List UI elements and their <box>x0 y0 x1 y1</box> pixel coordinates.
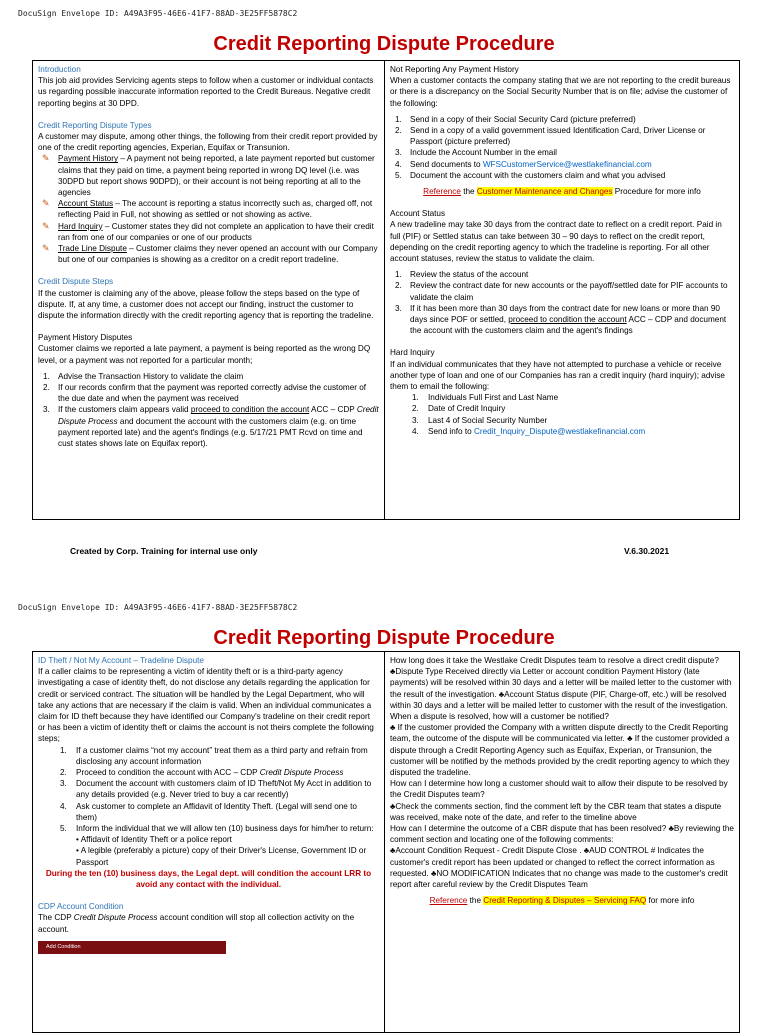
page-title: Credit Reporting Dispute Procedure <box>213 33 555 55</box>
faq-question: How long does it take the Westlake Credit Disputes team to resolve a direct credit dispute? <box>390 656 719 665</box>
type-item: ✎ Account Status – The account is reporting a status incorrectly such as, charged off, not reflecting Paid in Full, not showing as settled or not showing as active. <box>42 198 373 220</box>
condition-account-link[interactable]: proceed to condition the account <box>508 315 627 325</box>
footer-credit: Created by Corp. Training for internal use only <box>70 546 258 556</box>
list-item: 1. Individuals Full First and Last Name <box>412 393 559 403</box>
list-item: 4. Ask customer to complete an Affidavit of Identity Theft. (Legal will send one to them) <box>60 801 357 822</box>
bullet-item: • Affidavit of Identity Theft or a police report <box>76 835 232 845</box>
list-item: 5. Inform the individual that we will allow ten (10) business days for him/her to return: • Affidavit of Identity Theft or a police report • A legible (preferably a picture) copy of their Driver's License, Government ID or Passport <box>38 823 379 868</box>
account-status-heading: Account Status <box>390 209 446 219</box>
list-item: 5. Document the account with the customers claim and what you advised <box>395 170 666 180</box>
list-item: 4. Send documents to WFSCustomerService@westlakefinancial.com <box>395 159 652 169</box>
list-item: 3. If the customers claim appears valid proceed to condition the account ACC – CDP Credit Dispute Process and document the account with the customers claim (e.g. on time payment reported late) and the agent's findings (e.g. 5/17/21 PMT Rcvd on time and cust states shows late on Equifax report). <box>43 405 379 449</box>
list-item: 4. Send info to Credit_Inquiry_Dispute@westlakefinancial.com <box>412 426 646 436</box>
id-theft-text: If a caller claims to be representing a victim of identity theft or is a third-party agency investigating a case of identity theft, do not disclose any details regarding the application for credit or serviced contract. The situation will be handled by the Legal Department, who will take any actions that are necessary if the claim is valid. When an individual communicates a claim for ID theft because they have identified our Company's tradeline on their credit report or has been a victim of identity theft or claims the account is not theirs complete the following steps; <box>38 667 374 744</box>
faq-reference: Reference the Credit Reporting & Disputes – Servicing FAQ for more info <box>429 896 695 906</box>
not-reporting-heading: Not Reporting Any Payment History <box>390 65 519 74</box>
content-table <box>32 651 740 1033</box>
right-column <box>385 61 739 519</box>
list-item: 3. Last 4 of Social Security Number <box>412 415 548 425</box>
cdp-text: The CDP Credit Dispute Process account condition will stop all collection activity on the account. <box>38 913 355 934</box>
list-item: 1. Advise the Transaction History to validate the claim <box>43 371 244 381</box>
hard-inquiry-heading: Hard Inquiry <box>390 348 435 358</box>
left-column <box>33 61 385 519</box>
faq-answer: ♣Account Condition Request - Credit Dispute Close . ♣AUD CONTROL # Indicates the customer's credit report has been updated or changed to reflect the correct information as requested. ♣NO MODIFICATION Indicates that no change was made to the customer's credit report after careful review by the Credit Disputes Team <box>390 846 728 890</box>
list-item: 2. Review the contract date for new accounts or the payoff/settled date for PIF accounts to validate the claim <box>395 281 728 302</box>
list-item: 3. Include the Account Number in the email <box>395 148 558 158</box>
customer-maintenance-link[interactable]: Customer Maintenance and Changes <box>476 187 613 197</box>
intro-text: This job aid provides Servicing agents steps to follow when a customer or individual contacts us regarding possible inaccurate information reported to the Credit Bureaus. Negative credit reporting begins at 30 DPD. <box>38 76 374 108</box>
payment-history-heading: Payment History Disputes <box>38 333 133 343</box>
add-condition-screenshot: Add Condition <box>38 941 226 954</box>
payment-history-text: Customer claims we reported a late payment, a payment is being reported as the wrong DQ level, or a payment was not reported for a particular month; <box>38 344 371 365</box>
pencil-icon: ✎ <box>42 243 50 254</box>
types-heading: Credit Reporting Dispute Types <box>38 120 152 130</box>
faq-answer: ♣ If the customer provided the Company with a written dispute directly to the Credit Reporting team, the outcome of the dispute will be communicated via letter. ♣ If the customer provided a dispute through a Credit Reporting Agency such as Equifax, Experian, or Transunion, the customer will be notified by the methods provided by the credit reporting agency to which they disputed the tradeline. <box>390 723 730 778</box>
types-intro: A customer may dispute, among other things, the following from their credit report provided by one of the credit reporting agencies, Experian, Equifax or Transunion. <box>38 132 378 153</box>
account-status-steps <box>390 269 734 336</box>
id-theft-steps <box>38 745 379 868</box>
faq-answer: ♣Dispute Type Received directly via Letter or account condition Payment History (late payments) will be resolved within 30 days and a letter will be mailed letter to the customer with the result of the investigation. ♣Account Status dispute (PIF, Charge-off, etc.) will be resolved within 30 days and a letter will be mailed letter to customer with the result of the investigation. <box>390 667 732 710</box>
list-item: 1. If a customer claims “not my account” treat them as a third party and refrain from disclosing any account information <box>60 745 368 766</box>
condition-account-link[interactable]: proceed to condition the account <box>190 405 310 415</box>
envelope-id: DocuSign Envelope ID: A49A3F95-46E6-41F7-88AD-3E25FF5878C2 <box>18 9 298 18</box>
cdp-heading: CDP Account Condition <box>38 902 124 912</box>
faq-question: How can I determine how long a customer should wait to allow their dispute to be resolved by the Credit Disputes team? <box>390 779 728 800</box>
hard-inquiry-steps <box>390 392 734 437</box>
list-item: 1. Send in a copy of their Social Security Card (picture preferred) <box>395 114 636 124</box>
disputes-faq-link[interactable]: Credit Reporting & Disputes – Servicing FAQ <box>483 896 647 906</box>
steps-heading: Credit Dispute Steps <box>38 277 114 287</box>
faq-question: How can I determine the outcome of a CBR dispute that has been resolved? ♣By reviewing the comment section and locating one of the following comments: <box>390 824 734 845</box>
id-theft-heading: ID Theft / Not My Account – Tradeline Dispute <box>38 656 204 665</box>
credit-inquiry-email-link[interactable]: Credit_Inquiry_Dispute@westlakefinancial.com <box>473 426 646 436</box>
maintenance-reference: Reference the Customer Maintenance and Changes Procedure for more info <box>423 187 701 197</box>
payment-history-steps <box>38 371 379 449</box>
legal-warning: During the ten (10) business days, the Legal dept. will condition the account LRR to avoid any contact with the individual. <box>45 868 372 890</box>
type-item: ✎ Hard Inquiry – Customer states they did not complete an application to have their credit ran from one of our companies or one of our products <box>42 220 374 242</box>
page-title: Credit Reporting Dispute Procedure <box>213 627 555 649</box>
footer-version: V.6.30.2021 <box>624 546 670 556</box>
right-column <box>385 652 739 1032</box>
pencil-icon: ✎ <box>42 198 50 209</box>
list-item: 2. If our records confirm that the payment was reported correctly advise the customer of the due date and when the payment was received <box>43 383 367 404</box>
type-item: ✎ Trade Line Dispute – Customer claims they never opened an account with our Company but one of our companies is showing as a creditor on a credit report tradeline. <box>42 243 378 265</box>
pencil-icon: ✎ <box>42 220 50 231</box>
account-status-text: A new tradeline may take 30 days from the contract date to reflect on a credit report. Paid in full (PIF) or Settled status can take between 30 – 90 days to reflect on the credit report, depending on the credit reporting agency to which the tradeline is reporting. For all other account statuses, review the status to validate the claim. <box>390 220 722 264</box>
steps-text: If the customer is claiming any of the above, please follow the steps based on the type of dispute. If, at any time, a customer does not accept our finding, instruct the customer to dispute the information directly with the credit reporting agency that is reporting the tradeline. <box>38 288 374 321</box>
intro-heading: Introduction <box>38 65 81 74</box>
hard-inquiry-text: If an individual communicates that they have not attempted to purchase a vehicle or receive another type of loan and one of our Companies has ran a credit inquiry (hard inquiry); advise them to email the following: <box>390 359 725 392</box>
type-item: ✎ Payment History – A payment not being reported, a late payment reported but customer claims that they paid on time, a payment being reported in wrong DQ level (i.e. was 30DPD but report shows 90DPD), or their account is not being reporting at all to the agencies <box>42 153 375 198</box>
list-item: 2. Proceed to condition the account with ACC – CDP Credit Dispute Process <box>60 768 344 778</box>
list-item: 2. Send in a copy of a valid government issued Identification Card, Driver License or Passport (picture preferred) <box>395 126 706 147</box>
envelope-id: DocuSign Envelope ID: A49A3F95-46E6-41F7-88AD-3E25FF5878C2 <box>18 603 298 612</box>
faq-answer: ♣Check the comments section, find the comment left by the CBR team that states a dispute was received, make note of the date, and refer to the timeline above <box>390 801 722 822</box>
not-reporting-text: When a customer contacts the company stating that we are not reporting to the credit bureaus or there is a discrepancy on the Social Security Number that is on file; advise the customer of the following: <box>390 76 731 108</box>
faq-question: When a dispute is resolved, how will a customer be notified? <box>390 712 609 722</box>
not-reporting-steps <box>390 114 734 181</box>
list-item: 3. If it has been more than 30 days from the contract date for new loans or more than 90 days since POF or settled, proceed to condition the account ACC – CDP and document the account with the customers claim and the agent's findings <box>395 303 727 336</box>
bullet-item: • A legible (preferably a picture) copy of their Driver's License, Government ID or Passport <box>76 846 367 867</box>
content-table <box>32 60 740 520</box>
left-column <box>33 652 385 1032</box>
list-item: 1. Review the status of the account <box>395 270 529 280</box>
customer-service-email-link[interactable]: WFSCustomerService@westlakefinancial.com <box>482 159 652 169</box>
list-item: 2. Date of Credit Inquiry <box>412 404 506 414</box>
list-item: 3. Document the account with customers claim of ID Theft/Not My Acct in addition to any details provided (e.g. Never tried to buy a car recently) <box>60 779 372 800</box>
pencil-icon: ✎ <box>42 153 50 164</box>
